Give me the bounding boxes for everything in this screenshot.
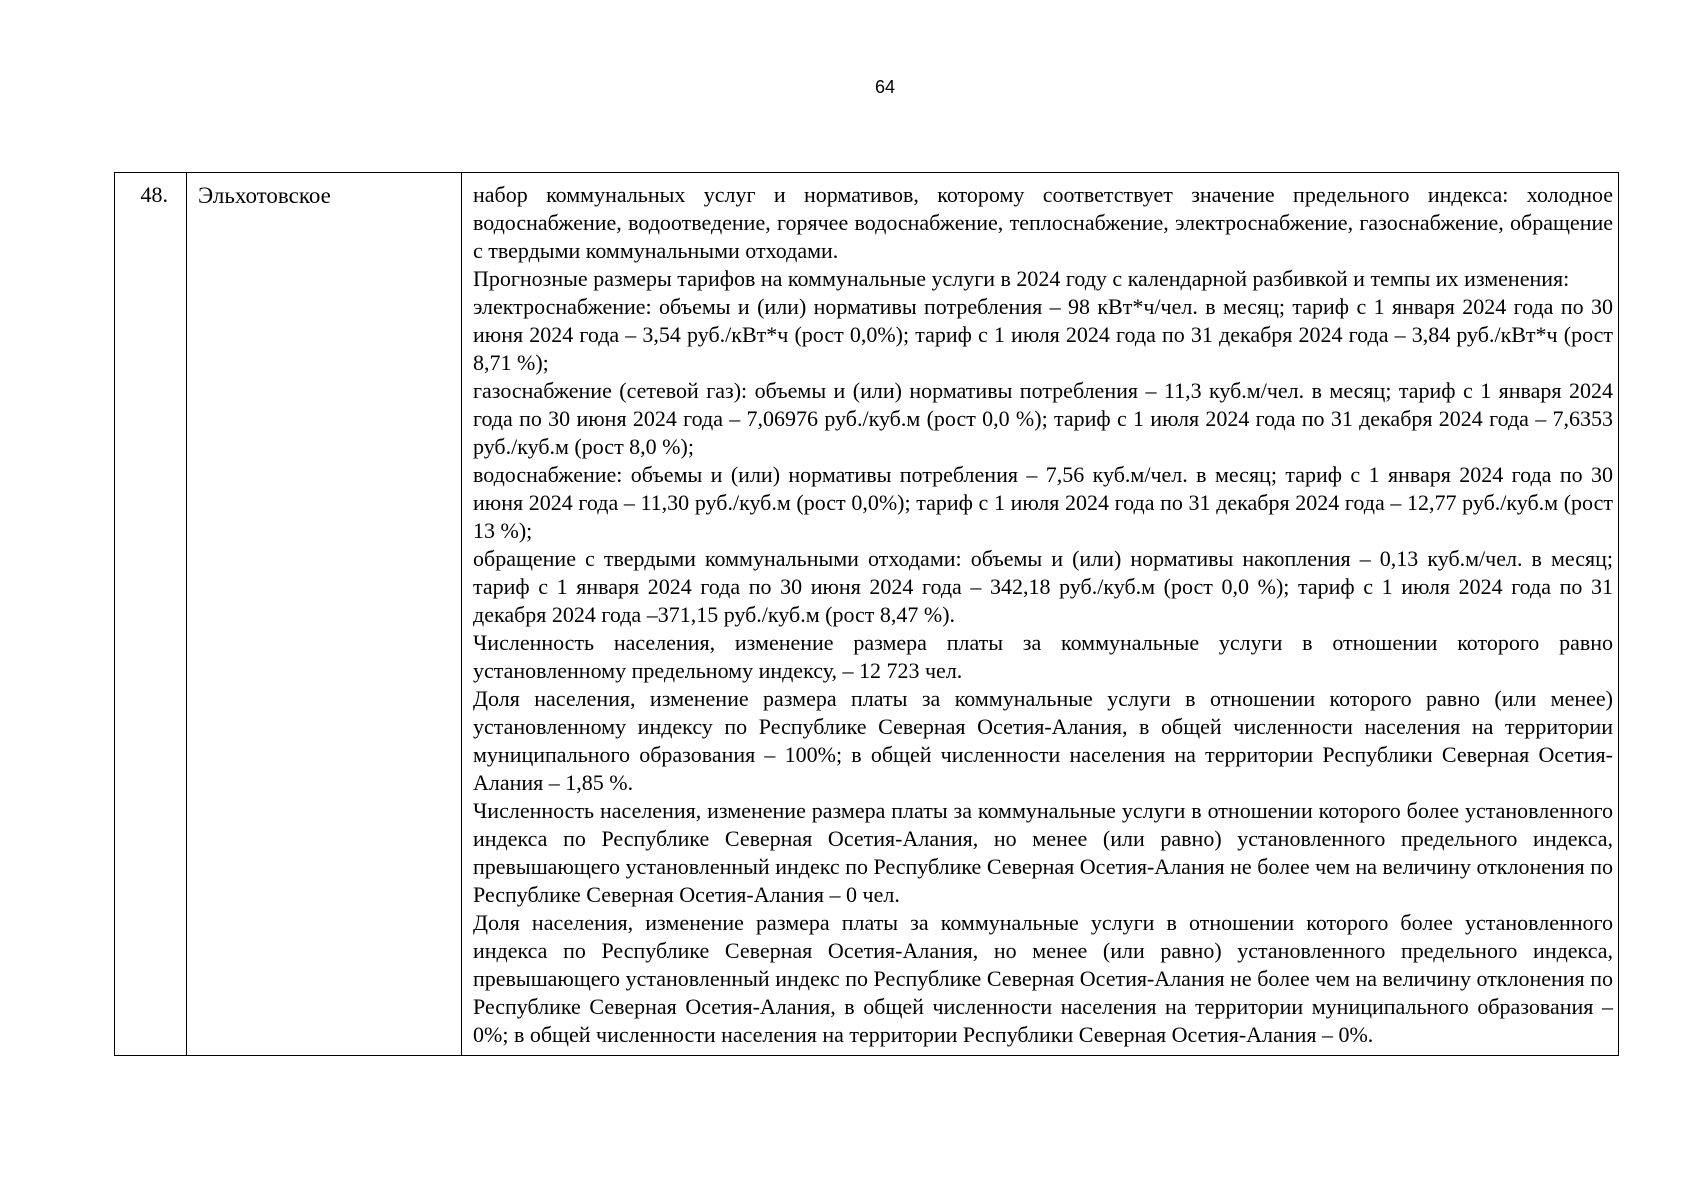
paragraph-share-above: Доля населения, изменение размера платы за коммунальные услуги в отношении которого более установленного индекса по Республике Северная Осетия-Алания, но менее (или равно) установленного предельного индекса, превышающего установленный индекс по Республике Северная Осетия-Алания не более чем на величину отклонения по Республике Северная Осетия-Алания, в общей численности населения на территории муниципального образования – 0%; в общей численности населения на территории Республики Северная Осетия-Алания – 0%. (473, 910, 1613, 1047)
paragraph-service-set: набор коммунальных услуг и нормативов, которому соответствует значение предельного индекса: холодное водоснабжение, водоотведение, горячее водоснабжение, теплоснабжение, электроснабжение, газоснабжение, обращение с твердыми коммунальными отходами. (473, 182, 1613, 263)
paragraph-share-equal: Доля населения, изменение размера платы за коммунальные услуги в отношении которого равно (или менее) установленному индексу по Республике Северная Осетия-Алания, в общей численности населения на территории муниципального образования – 100%; в общей численности населения на территории Республики Северная Осетия-Алания – 1,85 %. (473, 686, 1613, 795)
paragraph-population-above: Численность населения, изменение размера платы за коммунальные услуги в отношении которого более установленного индекса по Республике Северная Осетия-Алания, но менее (или равно) установленного предельного индекса, превышающего установленный индекс по Республике Северная Осетия-Алания не более чем на величину отклонения по Республике Северная Осетия-Алания – 0 чел. (473, 798, 1613, 907)
paragraph-water: водоснабжение: объемы и (или) нормативы потребления – 7,56 куб.м/чел. в месяц; тариф с 1 января 2024 года по 30 июня 2024 года – 11,30 руб./куб.м (рост 0,0%); тариф с 1 июля 2024 года по 31 декабря 2024 года – 12,77 руб./куб.м (рост 13 %); (473, 462, 1613, 543)
page-number: 64 (874, 77, 896, 97)
paragraph-gas: газоснабжение (сетевой газ): объемы и (или) нормативы потребления – 11,3 куб.м/чел. в месяц; тариф с 1 января 2024 года по 30 июня 2024 года – 7,06976 руб./куб.м (рост 0,0 %); тариф с 1 июля 2024 года по 31 декабря 2024 года – 7,6353 руб./куб.м (рост 8,0 %); (473, 378, 1613, 459)
table-row (115, 173, 1619, 1056)
paragraph-solid-waste: обращение с твердыми коммунальными отходами: объемы и (или) нормативы накопления – 0,13 куб.м/чел. в месяц; тариф с 1 января 2024 года по 30 июня 2024 года – 342,18 руб./куб.м (рост 0,0 %); тариф с 1 июля 2024 года по 31 декабря 2024 года –371,15 руб./куб.м (рост 8,47 %). (473, 546, 1613, 627)
paragraph-electricity: электроснабжение: объемы и (или) нормативы потребления – 98 кВт*ч/чел. в месяц; тариф с 1 января 2024 года по 30 июня 2024 года – 3,54 руб./кВт*ч (рост 0,0%); тариф с 1 июля 2024 года по 31 декабря 2024 года – 3,84 руб./кВт*ч (рост 8,71 %); (473, 294, 1613, 375)
tariff-table (114, 172, 1619, 1056)
paragraph-forecast-intro: Прогнозные размеры тарифов на коммунальные услуги в 2024 году с календарной разбивкой и темпы их изменения: (473, 266, 1570, 291)
paragraph-population-equal: Численность населения, изменение размера платы за коммунальные услуги в отношении которого равно установленному предельному индексу, – 12 723 чел. (473, 630, 1613, 683)
municipality-name: Эльхотовское (187, 173, 462, 1056)
row-number: 48. (115, 173, 187, 1056)
row-content (462, 173, 1619, 1056)
